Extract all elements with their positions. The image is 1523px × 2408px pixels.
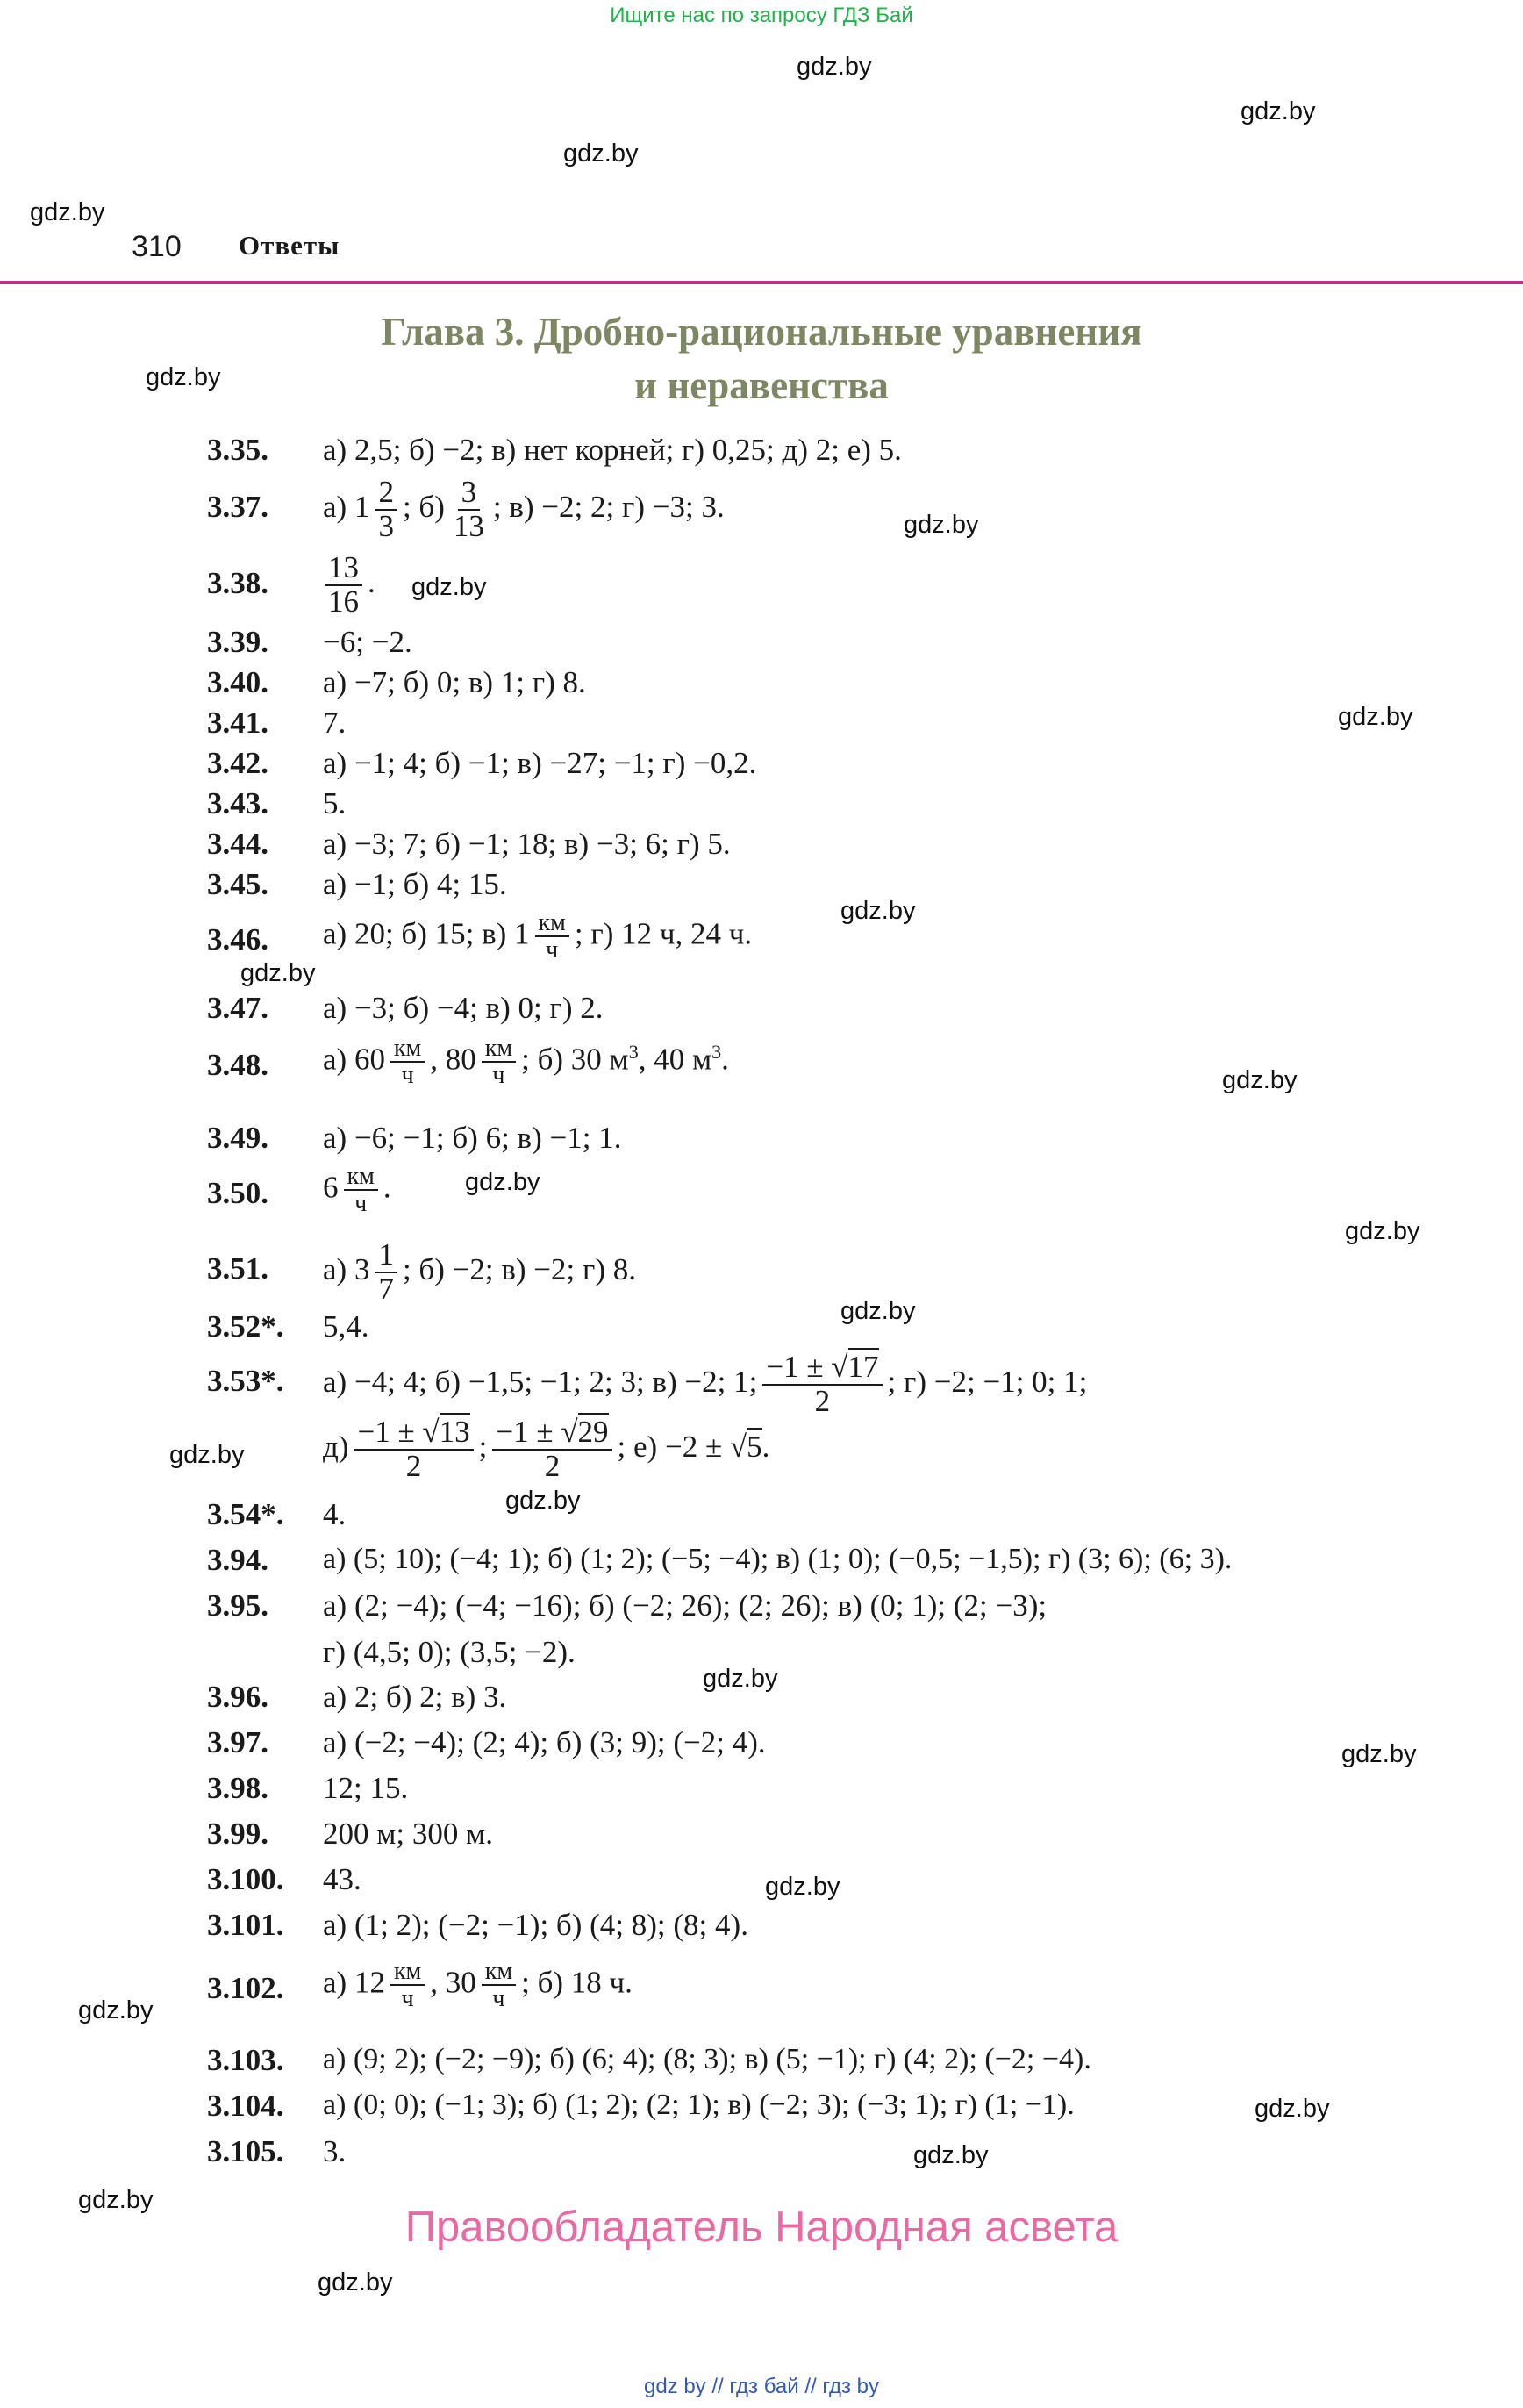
answer-text: 7.	[323, 706, 347, 740]
watermark: gdz.by	[703, 1665, 778, 1693]
answer-row	[0, 1497, 1523, 1541]
chapter-title: Глава 3. Дробно-рациональные уравнения	[381, 310, 1142, 354]
answer-text: −6; −2.	[323, 625, 412, 659]
answer-number: 3.105.	[207, 2134, 284, 2168]
answer-text: а) −1; б) 4; 15.	[323, 867, 507, 901]
answer-text: 12; 15.	[323, 1771, 409, 1805]
answer-row	[0, 665, 1523, 709]
rights-holder-stamp: Правообладатель Народная асвета	[404, 2204, 1119, 2251]
header-divider	[0, 281, 1523, 284]
answer-row	[0, 786, 1523, 830]
answer-text: а) (2; −4); (−4; −16); б) (−2; 26); (2; 26); в) (0; 1); (2; −3);	[323, 1588, 1048, 1623]
answer-row	[0, 867, 1523, 911]
answer-number: 3.50.	[207, 1176, 268, 1210]
answer-row	[0, 1680, 1523, 1724]
answer-text: 43.	[323, 1862, 361, 1896]
answer-row	[0, 1958, 1523, 2027]
answer-row	[0, 2134, 1523, 2178]
answer-text: а) 20; б) 15; в) 1 $\frac{км}{ч}$ ; г) 12 ч, 24 ч.	[323, 909, 753, 964]
answer-text: а) 60 $\frac{км}{ч}$ , 80 $\frac{км}{ч}$ ; б) 30 $м^3$, 40 $м^3$.	[323, 1035, 729, 1090]
answer-text: а) (0; 0); (−1; 3); б) (1; 2); (2; 1); в) (−2; 3); (−3; 1); г) (1; −1).	[323, 2089, 1075, 2121]
answer-text: а) −4; 4; б) −1,5; −1; 2; 3; в) −2; 1; $\frac{-1 \pm √17}{2}$ ; г) −2; −1; 0; 1;	[323, 1350, 1088, 1418]
fraction: $\frac{км}{ч}$	[535, 910, 569, 964]
fraction: $\frac{3}{13}$	[453, 475, 484, 543]
answer-row	[0, 1725, 1523, 1769]
answer-row	[0, 706, 1523, 749]
answer-text: а) −3; б) −4; в) 0; г) 2.	[323, 991, 604, 1025]
answer-row	[0, 1862, 1523, 1906]
answer-row	[0, 433, 1523, 477]
answer-row	[0, 550, 1523, 623]
watermark: gdz.by	[78, 1996, 154, 2025]
watermark: gdz.by	[169, 1441, 245, 1469]
answer-number: 3.37.	[207, 490, 268, 524]
answer-row	[0, 475, 1523, 547]
answer-text: а) (1; 2); (−2; −1); б) (4; 8); (8; 4).	[323, 1908, 748, 1942]
answer-row	[0, 991, 1523, 1035]
answer-number: 3.53*.	[207, 1364, 284, 1398]
answer-row	[0, 1543, 1523, 1587]
answer-text: а) −7; б) 0; в) 1; г) 8.	[323, 665, 586, 699]
watermark: gdz.by	[146, 363, 221, 391]
answer-row	[0, 1908, 1523, 1952]
watermark: gdz.by	[1241, 97, 1316, 125]
answer-text: а) 12 $\frac{км}{ч}$ , 30 $\frac{км}{ч}$ ; б) 18 ч.	[323, 1958, 633, 2013]
watermark: gdz.by	[1222, 1066, 1298, 1094]
answer-row	[0, 827, 1523, 871]
answer-text: а) (9; 2); (−2; −9); б) (6; 4); (8; 3); в) (5; −1); г) (4; 2); (−2; −4).	[323, 2043, 1091, 2075]
answer-row	[0, 1588, 1523, 1632]
answer-row	[0, 1163, 1523, 1232]
watermark: gdz.by	[1345, 1217, 1420, 1245]
answer-row	[0, 746, 1523, 790]
answer-row	[0, 1121, 1523, 1165]
watermark: gdz.by	[1255, 2095, 1330, 2123]
answer-text: а) −1; 4; б) −1; в) −27; −1; г) −0,2.	[323, 746, 757, 780]
fraction: $\frac{2}{3}$	[375, 477, 397, 543]
fraction: $\frac{км}{ч}$	[390, 1036, 425, 1089]
answer-number: 3.103.	[207, 2043, 284, 2077]
watermark: gdz.by	[240, 959, 316, 987]
section-title: Ответы	[239, 230, 340, 261]
chapter-title-continued: и неравенства	[634, 363, 889, 407]
answer-number: 3.39.	[207, 625, 268, 659]
answer-number: 3.44.	[207, 827, 268, 861]
watermark: gdz.by	[505, 1487, 581, 1515]
answer-row	[0, 1817, 1523, 1860]
answer-row	[0, 625, 1523, 669]
answer-row	[0, 1035, 1523, 1104]
answer-number: 3.99.	[207, 1817, 268, 1851]
answer-row-continued	[0, 1635, 1523, 1679]
top-banner: Ищите нас по запросу ГДЗ Бай	[610, 4, 913, 27]
page-number: 310	[132, 230, 182, 263]
answer-text: 3.	[323, 2134, 347, 2168]
answer-text: 200 м; 300 м.	[323, 1817, 494, 1851]
answer-number: 3.41.	[207, 706, 268, 740]
answer-number: 3.48.	[207, 1048, 268, 1082]
answer-number: 3.52*.	[207, 1309, 284, 1344]
answer-number: 3.94.	[207, 1543, 268, 1577]
answer-number: 3.100.	[207, 1862, 284, 1896]
answer-row	[0, 1309, 1523, 1353]
answer-row	[0, 2043, 1523, 2087]
answer-number: 3.97.	[207, 1725, 268, 1759]
answer-text: д) $\frac{-1 \pm √13}{2}$ ; $\frac{-1 \pm √29}{2}$ ; е) −2 ± √5.	[323, 1415, 770, 1483]
watermark: gdz.by	[1338, 703, 1413, 731]
answer-number: 3.49.	[207, 1121, 268, 1155]
watermark: gdz.by	[78, 2186, 154, 2214]
watermark: gdz.by	[840, 897, 916, 925]
watermark: gdz.by	[465, 1168, 540, 1196]
footer-links[interactable]: gdz by // гдз бай // гдз by	[643, 2375, 880, 2398]
answer-row	[0, 2089, 1523, 2132]
answer-text: а) 2; б) 2; в) 3.	[323, 1680, 507, 1714]
answer-row	[0, 1350, 1523, 1422]
watermark: gdz.by	[1341, 1740, 1417, 1768]
answer-text: 4.	[323, 1497, 347, 1531]
answer-number: 3.46.	[207, 922, 268, 957]
answer-number: 3.54*.	[207, 1497, 284, 1531]
answer-row	[0, 1771, 1523, 1815]
watermark: gdz.by	[30, 198, 105, 226]
answer-number: 3.45.	[207, 867, 268, 901]
answer-text: $\frac{13}{16}$ .	[319, 552, 375, 619]
answer-number: 3.42.	[207, 746, 268, 780]
answer-number: 3.35.	[207, 433, 268, 467]
answer-number: 3.101.	[207, 1908, 284, 1942]
watermark: gdz.by	[563, 140, 639, 168]
answer-number: 3.104.	[207, 2089, 284, 2123]
answer-text: 5,4.	[323, 1309, 369, 1344]
answer-number: 3.43.	[207, 786, 268, 821]
fraction: $\frac{км}{ч}$	[344, 1164, 378, 1217]
watermark: gdz.by	[318, 2268, 393, 2297]
watermark: gdz.by	[904, 511, 979, 539]
fraction: $\frac{1}{7}$	[375, 1239, 397, 1306]
answer-number: 3.96.	[207, 1680, 268, 1714]
watermark: gdz.by	[797, 53, 872, 81]
answer-text: а) 2,5; б) −2; в) нет корней; г) 0,25; д) 2; е) 5.	[323, 433, 902, 467]
answer-text: а) 3 $\frac{1}{7}$ ; б) −2; в) −2; г) 8.	[323, 1237, 637, 1306]
answer-number: 3.51.	[207, 1251, 268, 1286]
watermark: gdz.by	[411, 573, 487, 601]
answer-text: 6 $\frac{км}{ч}$ .	[323, 1163, 391, 1218]
fraction: $\frac{-1 \pm √13}{2}$	[354, 1416, 473, 1483]
answer-row-continued	[0, 1415, 1523, 1487]
fraction: $\frac{км}{ч}$	[482, 1036, 516, 1089]
answer-row	[0, 1237, 1523, 1308]
answer-text: а) (5; 10); (−4; 1); б) (1; 2); (−5; −4); в) (1; 0); (−0,5; −1,5); г) (3; 6); (6; 3).	[323, 1543, 1233, 1575]
watermark: gdz.by	[913, 2141, 989, 2169]
watermark: gdz.by	[840, 1297, 916, 1325]
answer-number: 3.40.	[207, 665, 268, 699]
fraction: $\frac{-1 \pm √29}{2}$	[492, 1416, 611, 1483]
answer-number: 3.98.	[207, 1771, 268, 1805]
fraction: $\frac{км}{ч}$	[390, 1959, 425, 2012]
answer-number: 3.47.	[207, 991, 268, 1025]
watermark: gdz.by	[765, 1873, 840, 1901]
fraction: $\frac{13}{16}$	[325, 552, 362, 619]
answer-text: г) (4,5; 0); (3,5; −2).	[323, 1635, 576, 1669]
answer-text: а) −6; −1; б) 6; в) −1; 1.	[323, 1121, 622, 1155]
answer-number: 3.38.	[207, 566, 268, 600]
fraction: $\frac{км}{ч}$	[482, 1959, 516, 2012]
answer-text: а) 1 $\frac{2}{3}$ ; б) $\frac{3}{13}$ ; в) −2; 2; г) −3; 3.	[323, 475, 725, 543]
answer-text: а) −3; 7; б) −1; 18; в) −3; 6; г) 5.	[323, 827, 731, 861]
answer-text: 5.	[323, 786, 347, 821]
answer-number: 3.95.	[207, 1588, 268, 1623]
fraction: $\frac{-1 \pm √17}{2}$	[762, 1351, 882, 1418]
answer-number: 3.102.	[207, 1971, 284, 2005]
answer-text: а) (−2; −4); (2; 4); б) (3; 9); (−2; 4).	[323, 1725, 766, 1759]
